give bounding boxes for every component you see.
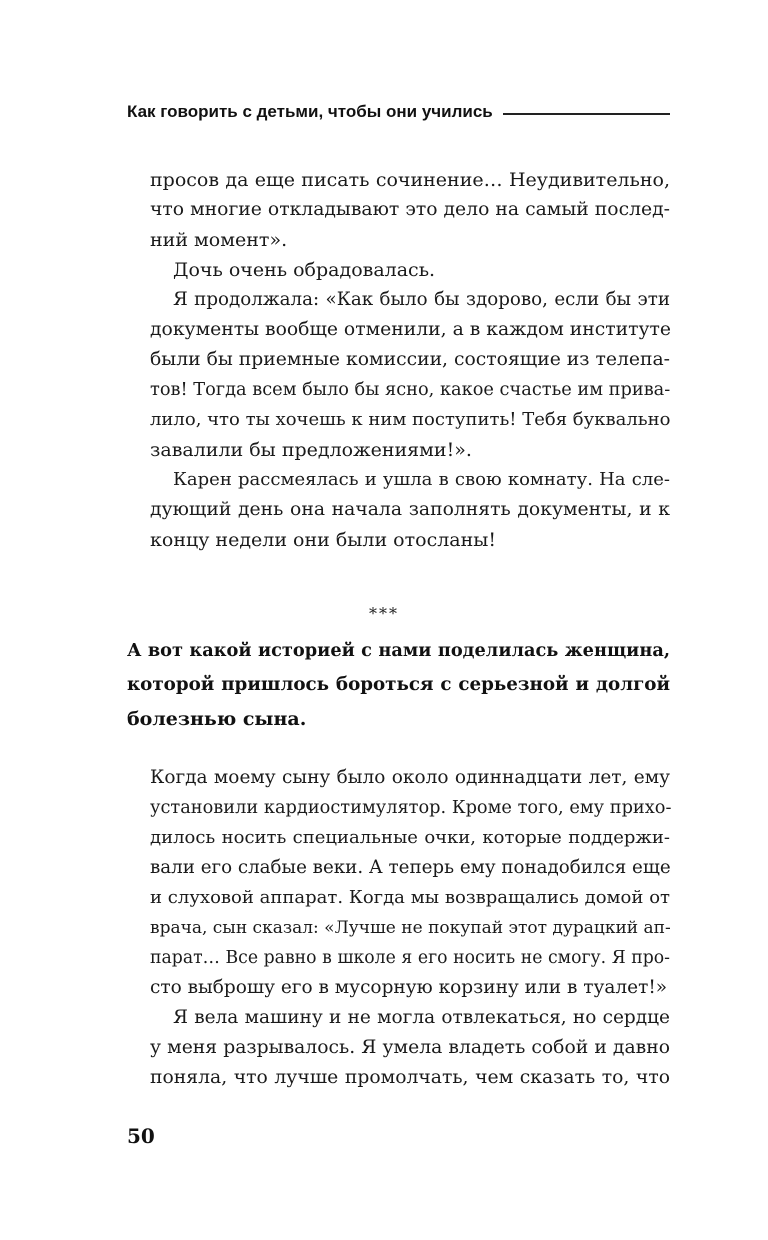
- text-line: у меня разрывалось. Я умела владеть собой и давно: [150, 1037, 670, 1058]
- text-line: лило, что ты хочешь к ним поступить! Тебя буквально: [150, 409, 671, 430]
- text-line: вали его слабые веки. А теперь ему понадобился еще: [150, 857, 671, 878]
- text-line: сто выброшу его в мусорную корзину или в туалет!»: [150, 977, 668, 998]
- story-one-text: [150, 165, 670, 555]
- text-line: установили кардиостимулятор. Кроме того, ему прихо-: [150, 798, 672, 818]
- text-line: врача, сын сказал: «Лучше не покупай этот дурацкий ап-: [150, 918, 671, 938]
- text-line: парат… Все равно в школе я его носить не смогу. Я про-: [150, 948, 670, 968]
- text-line: Я вела машину и не могла отвлекаться, но сердце: [173, 1007, 670, 1028]
- text-line: дующий день она начала заполнять документы, и к: [150, 499, 670, 520]
- running-header: [127, 100, 670, 124]
- text-line: завалили бы предложениями!».: [150, 439, 472, 461]
- running-title: Как говорить с детьми, чтобы они учились: [127, 102, 493, 121]
- story-two-text: [150, 763, 670, 1093]
- text-line: Я продолжала: «Как было бы здорово, если бы эти: [173, 289, 670, 310]
- section-separator: ***: [369, 604, 399, 623]
- text-line: концу недели они были отосланы!: [150, 529, 497, 551]
- text-line: дилось носить специальные очки, которые поддержи-: [150, 827, 670, 848]
- header-rule: [503, 113, 670, 115]
- text-line: поняла, что лучше промолчать, чем сказать то, что: [150, 1067, 670, 1088]
- page-number: 50: [127, 1124, 155, 1148]
- text-line: просов да еще писать сочинение… Неудивительно,: [150, 169, 670, 191]
- lead-line: болезнью сына.: [127, 708, 307, 730]
- text-line: Дочь очень обрадовалась.: [173, 259, 436, 281]
- text-line: и слуховой аппарат. Когда мы возвращались домой от: [150, 887, 670, 908]
- text-line: тов! Тогда всем было бы ясно, какое счастье им прива-: [150, 380, 671, 400]
- text-line: были бы приемные комиссии, состоящие из телепа-: [150, 349, 670, 370]
- text-line: Когда моему сыну было около одиннадцати лет, ему: [150, 767, 670, 788]
- text-line: документы вообще отменили, а в каждом институте: [150, 319, 672, 340]
- lead-line: А вот какой историей с нами поделилась женщина,: [127, 640, 670, 661]
- lead-line: которой пришлось бороться с серьезной и долгой: [127, 674, 670, 695]
- text-line: что многие откладывают это дело на самый послед-: [150, 199, 670, 220]
- text-line: ний момент».: [150, 229, 288, 251]
- story-intro-bold: [127, 634, 670, 736]
- text-line: Карен рассмеялась и ушла в свою комнату. На сле-: [173, 469, 670, 490]
